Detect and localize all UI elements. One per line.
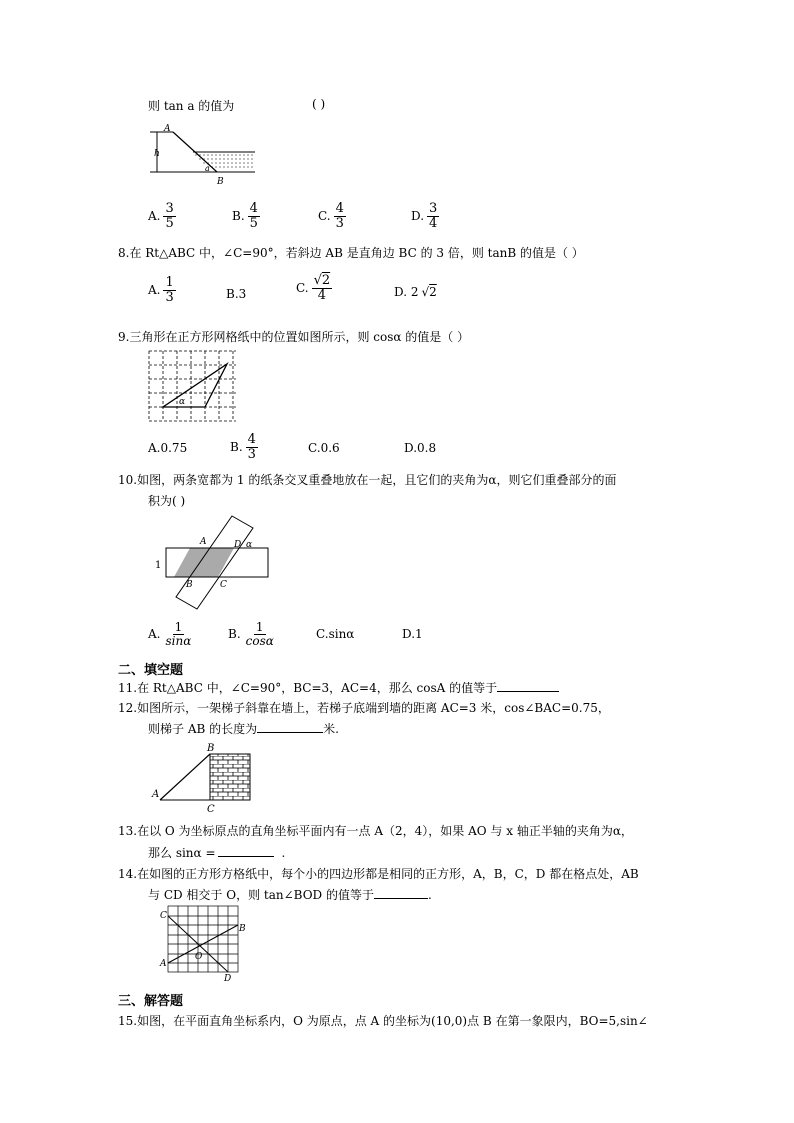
q13-stem-line1: 13.在以 O 为坐标原点的直角坐标平面内有一点 A（2，4），如果 AO 与 x 轴正半轴的夹角为α， (118, 824, 633, 838)
q12-label-B: B (207, 743, 215, 754)
q9-label-alpha: α (179, 397, 186, 407)
q7-label-a: a (205, 164, 210, 173)
q7-label-B: B (217, 177, 224, 187)
q7-option-d-fraction: $\frac{3}{4}$ (429, 201, 438, 231)
section-solution-heading: 三、解答题 (118, 994, 184, 1009)
q7-label-A: A (164, 124, 171, 134)
q14-label-O: O (195, 952, 203, 962)
q10-stem-line2: 积为( ) (148, 494, 186, 508)
q12-label-C: C (207, 804, 215, 812)
q12-stem-line2: 则梯子 AB 的长度为 米. (148, 722, 339, 736)
q12-label-A: A (152, 789, 160, 800)
q9-option-a[interactable]: A.0.75 (148, 441, 188, 455)
q8-option-a[interactable]: A. $\frac{1}{3}$ (148, 275, 174, 305)
q10-option-d[interactable]: D.1 (402, 627, 423, 641)
q14-figure-grid (158, 902, 248, 982)
q10-option-a[interactable]: A. $\frac{1}{\sin\alpha}$ (148, 620, 192, 648)
q14-answer-blank[interactable] (374, 887, 428, 899)
q9-option-c[interactable]: C.0.6 (308, 441, 340, 455)
q13-answer-blank[interactable] (218, 845, 274, 857)
q14-label-D: D (224, 974, 232, 982)
q7-option-b[interactable]: B. $\frac{4}{5}$ (232, 201, 258, 231)
q7-option-d[interactable]: D. $\frac{3}{4}$ (411, 201, 438, 231)
q14-stem-line2: 与 CD 相交于 O，则 tan∠BOD 的值等于 . (148, 888, 432, 902)
q7-option-c-fraction: $\frac{4}{3}$ (335, 201, 344, 231)
q12-stem-line1: 12.如图所示，一架梯子斜靠在墙上，若梯子底端到墙的距离 AC=3 米，cos∠BAC=0.75， (118, 701, 610, 715)
q7-option-b-fraction: $\frac{4}{5}$ (249, 201, 258, 231)
q14-label-B: B (239, 924, 246, 934)
q7-label-h: h (154, 149, 160, 159)
q9-stem: 9.三角形在正方形网格纸中的位置如图所示，则 cosα 的值是（ ） (118, 330, 470, 344)
q7-option-a[interactable]: A. $\frac{3}{5}$ (148, 201, 174, 231)
q15-stem: 15.如图，在平面直角坐标系内，O 为原点，点 A 的坐标为(10,0)点 B 在第一象限内，BO=5,sin∠ (118, 1014, 648, 1028)
q9-option-b[interactable]: B. $\frac{4}{3}$ (230, 432, 256, 462)
q8-stem: 8.在 Rt△ABC 中，∠C=90°，若斜边 AB 是直角边 BC 的 3 倍，则 tanB 的值是（ ） (118, 246, 584, 260)
q8-option-c[interactable]: C. $\frac{√2}{4}$ (296, 273, 331, 303)
q13-stem-line2: 那么 sinα = . (148, 846, 286, 860)
q10-label-D: D (234, 540, 242, 550)
q11-stem: 11.在 Rt△ABC 中，∠C=90°，BC=3，AC=4，那么 cosA 的值等于 (118, 679, 559, 696)
q10-stem-line1: 10.如图，两条宽都为 1 的纸条交叉重叠地放在一起，且它们的夹角为α，则它们重叠部分的面 (118, 473, 617, 487)
q14-stem-line1: 14.在如图的正方形方格纸中，每个小的四边形都是相同的正方形，A，B，C，D 都在格点处，AB (118, 867, 639, 881)
q10-option-c[interactable]: C.sinα (316, 627, 355, 641)
q10-label-C: C (220, 580, 227, 590)
q10-figure-strips (150, 512, 272, 612)
q7-answer-paren: ( ) (312, 97, 326, 111)
q10-option-b[interactable]: B. $\frac{1}{\cos\alpha}$ (228, 620, 274, 648)
q7-figure-dam (145, 120, 260, 190)
q10-label-B: B (186, 580, 193, 590)
q10-label-A: A (200, 537, 207, 547)
q8-option-d[interactable]: D. 2 √2 (394, 285, 437, 299)
q9-option-d[interactable]: D.0.8 (404, 441, 437, 455)
q14-label-C: C (160, 911, 167, 921)
q8-option-b[interactable]: B.3 (226, 287, 247, 301)
q9-figure-grid (147, 349, 239, 423)
q7-option-c[interactable]: C. $\frac{4}{3}$ (318, 201, 344, 231)
q11-answer-blank[interactable] (497, 680, 559, 692)
q14-label-A: A (160, 959, 167, 969)
q12-answer-blank[interactable] (257, 721, 323, 733)
q7-stem: 则 tan a 的值为 (148, 99, 235, 113)
q7-option-a-fraction: $\frac{3}{5}$ (165, 201, 174, 231)
q10-label-1: 1 (155, 560, 162, 571)
section-fill-in-heading: 二、填空题 (118, 663, 184, 678)
q12-figure-ladder (150, 740, 260, 812)
q10-label-alpha: α (246, 540, 253, 550)
